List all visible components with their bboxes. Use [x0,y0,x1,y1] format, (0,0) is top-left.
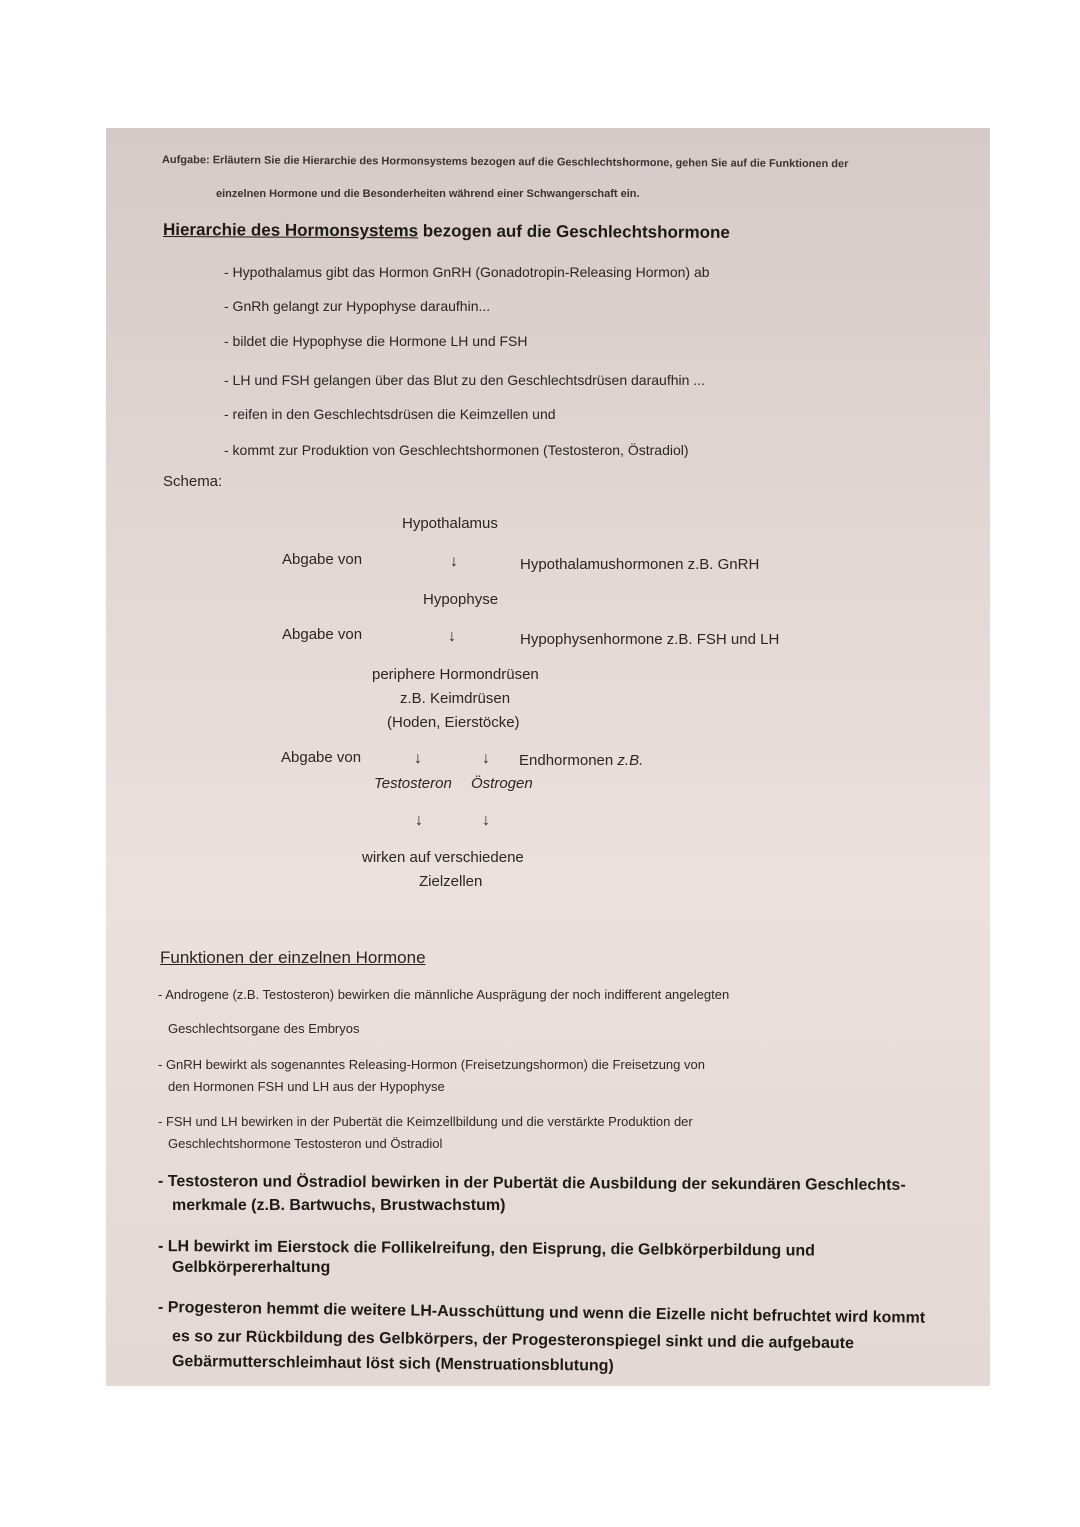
down-arrow-icon: ↓ [414,750,422,767]
function-item-line: - GnRH bewirkt als sogenanntes Releasing-Hormon (Freisetzungshormon) die Freisetzung von [158,1057,705,1072]
task-line-2: einzelnen Hormone und die Besonderheiten während einer Schwangerschaft ein. [216,188,640,200]
down-arrow-icon: ↓ [482,750,490,767]
function-item-line: - Progesteron hemmt die weitere LH-Ausschüttung und wenn die Eizelle nicht befruchtet wird kommt [157,1299,926,1327]
schema-end-hormones-suffix: z.B. [617,752,644,769]
schema-abgabe-label: Abgabe von [282,626,363,643]
section1-heading-rest: bezogen auf die Geschlechtshormone [418,221,730,242]
schema-peripheral-line: periphere Hormondrüsen [372,666,539,683]
list-item: - LH und FSH gelangen über das Blut zu den Geschlechtsdrüsen daraufhin ... [224,372,705,388]
schema-peripheral-line: (Hoden, Eierstöcke) [387,714,520,731]
schema-hypophyse-hormones: Hypophysenhormone z.B. FSH und LH [520,631,780,648]
section2-heading: Funktionen der einzelnen Hormone [160,948,426,967]
function-item-line: - FSH und LH bewirken in der Pubertät die Keimzellbildung und die verstärkte Produktion der [158,1114,693,1129]
schema-end-hormones [519,752,643,769]
list-item: - Hypothalamus gibt das Hormon GnRH (Gonadotropin-Releasing Hormon) ab [224,264,710,280]
function-item-line: Geschlechtshormone Testosteron und Östradiol [168,1136,443,1151]
task-line-1: Aufgabe: Erläutern Sie die Hierarchie des Hormonsystems bezogen auf die Geschlechtshormone, gehen Sie auf die Funktionen der [161,154,849,171]
schema-hypothalamus: Hypothalamus [402,515,498,532]
function-item-line: den Hormonen FSH und LH aus der Hypophyse [168,1079,445,1094]
schema-oestrogen: Östrogen [471,775,533,792]
schema-abgabe-label: Abgabe von [281,749,362,766]
schema-testosteron: Testosteron [374,775,452,792]
schema-hypophyse: Hypophyse [423,591,499,608]
list-item: - reifen in den Geschlechtsdrüsen die Keimzellen und [224,406,556,422]
list-item: - kommt zur Produktion von Geschlechtshormonen (Testosteron, Östradiol) [224,442,689,458]
schema-peripheral-line: z.B. Keimdrüsen [400,690,511,707]
function-item-line: merkmale (z.B. Bartwuchs, Brustwachstum) [172,1197,506,1214]
document-page [106,128,990,1386]
list-item: - GnRh gelangt zur Hypophyse daraufhin... [224,298,491,314]
function-item-line: Gelbkörpererhaltung [172,1259,331,1276]
function-item-line: Geschlechtsorgane des Embryos [168,1021,360,1036]
down-arrow-icon: ↓ [448,628,456,645]
down-arrow-icon: ↓ [415,812,423,829]
schema-hypothalamus-hormones: Hypothalamushormonen z.B. GnRH [520,556,760,573]
function-item-line: - Testosteron und Östradiol bewirken in der Pubertät die Ausbildung der sekundären Geschlechts- [157,1173,906,1194]
schema-abgabe-label: Abgabe von [282,551,363,568]
function-item-line: - LH bewirkt im Eierstock die Follikelreifung, den Eisprung, die Gelbkörperbildung und [157,1238,816,1260]
section1-heading [163,220,730,243]
schema-end-hormones-prefix: Endhormonen [519,752,618,769]
schema-target-line: wirken auf verschiedene [362,849,524,866]
section1-heading-underlined: Hierarchie des Hormonsystems [162,220,419,241]
schema-label: Schema: [163,473,223,490]
list-item: - bildet die Hypophyse die Hormone LH und FSH [224,333,528,349]
function-item-line: - Androgene (z.B. Testosteron) bewirken die männliche Ausprägung der noch indifferent angelegten [158,987,730,1002]
schema-target-line: Zielzellen [419,873,483,890]
function-item-line: es so zur Rückbildung des Gelbkörpers, der Progesteronspiegel sinkt und die aufgebaute [171,1328,854,1353]
function-item-line: Gebärmutterschleimhaut löst sich (Menstruationsblutung) [171,1353,614,1375]
down-arrow-icon: ↓ [482,812,490,829]
down-arrow-icon: ↓ [450,553,458,570]
